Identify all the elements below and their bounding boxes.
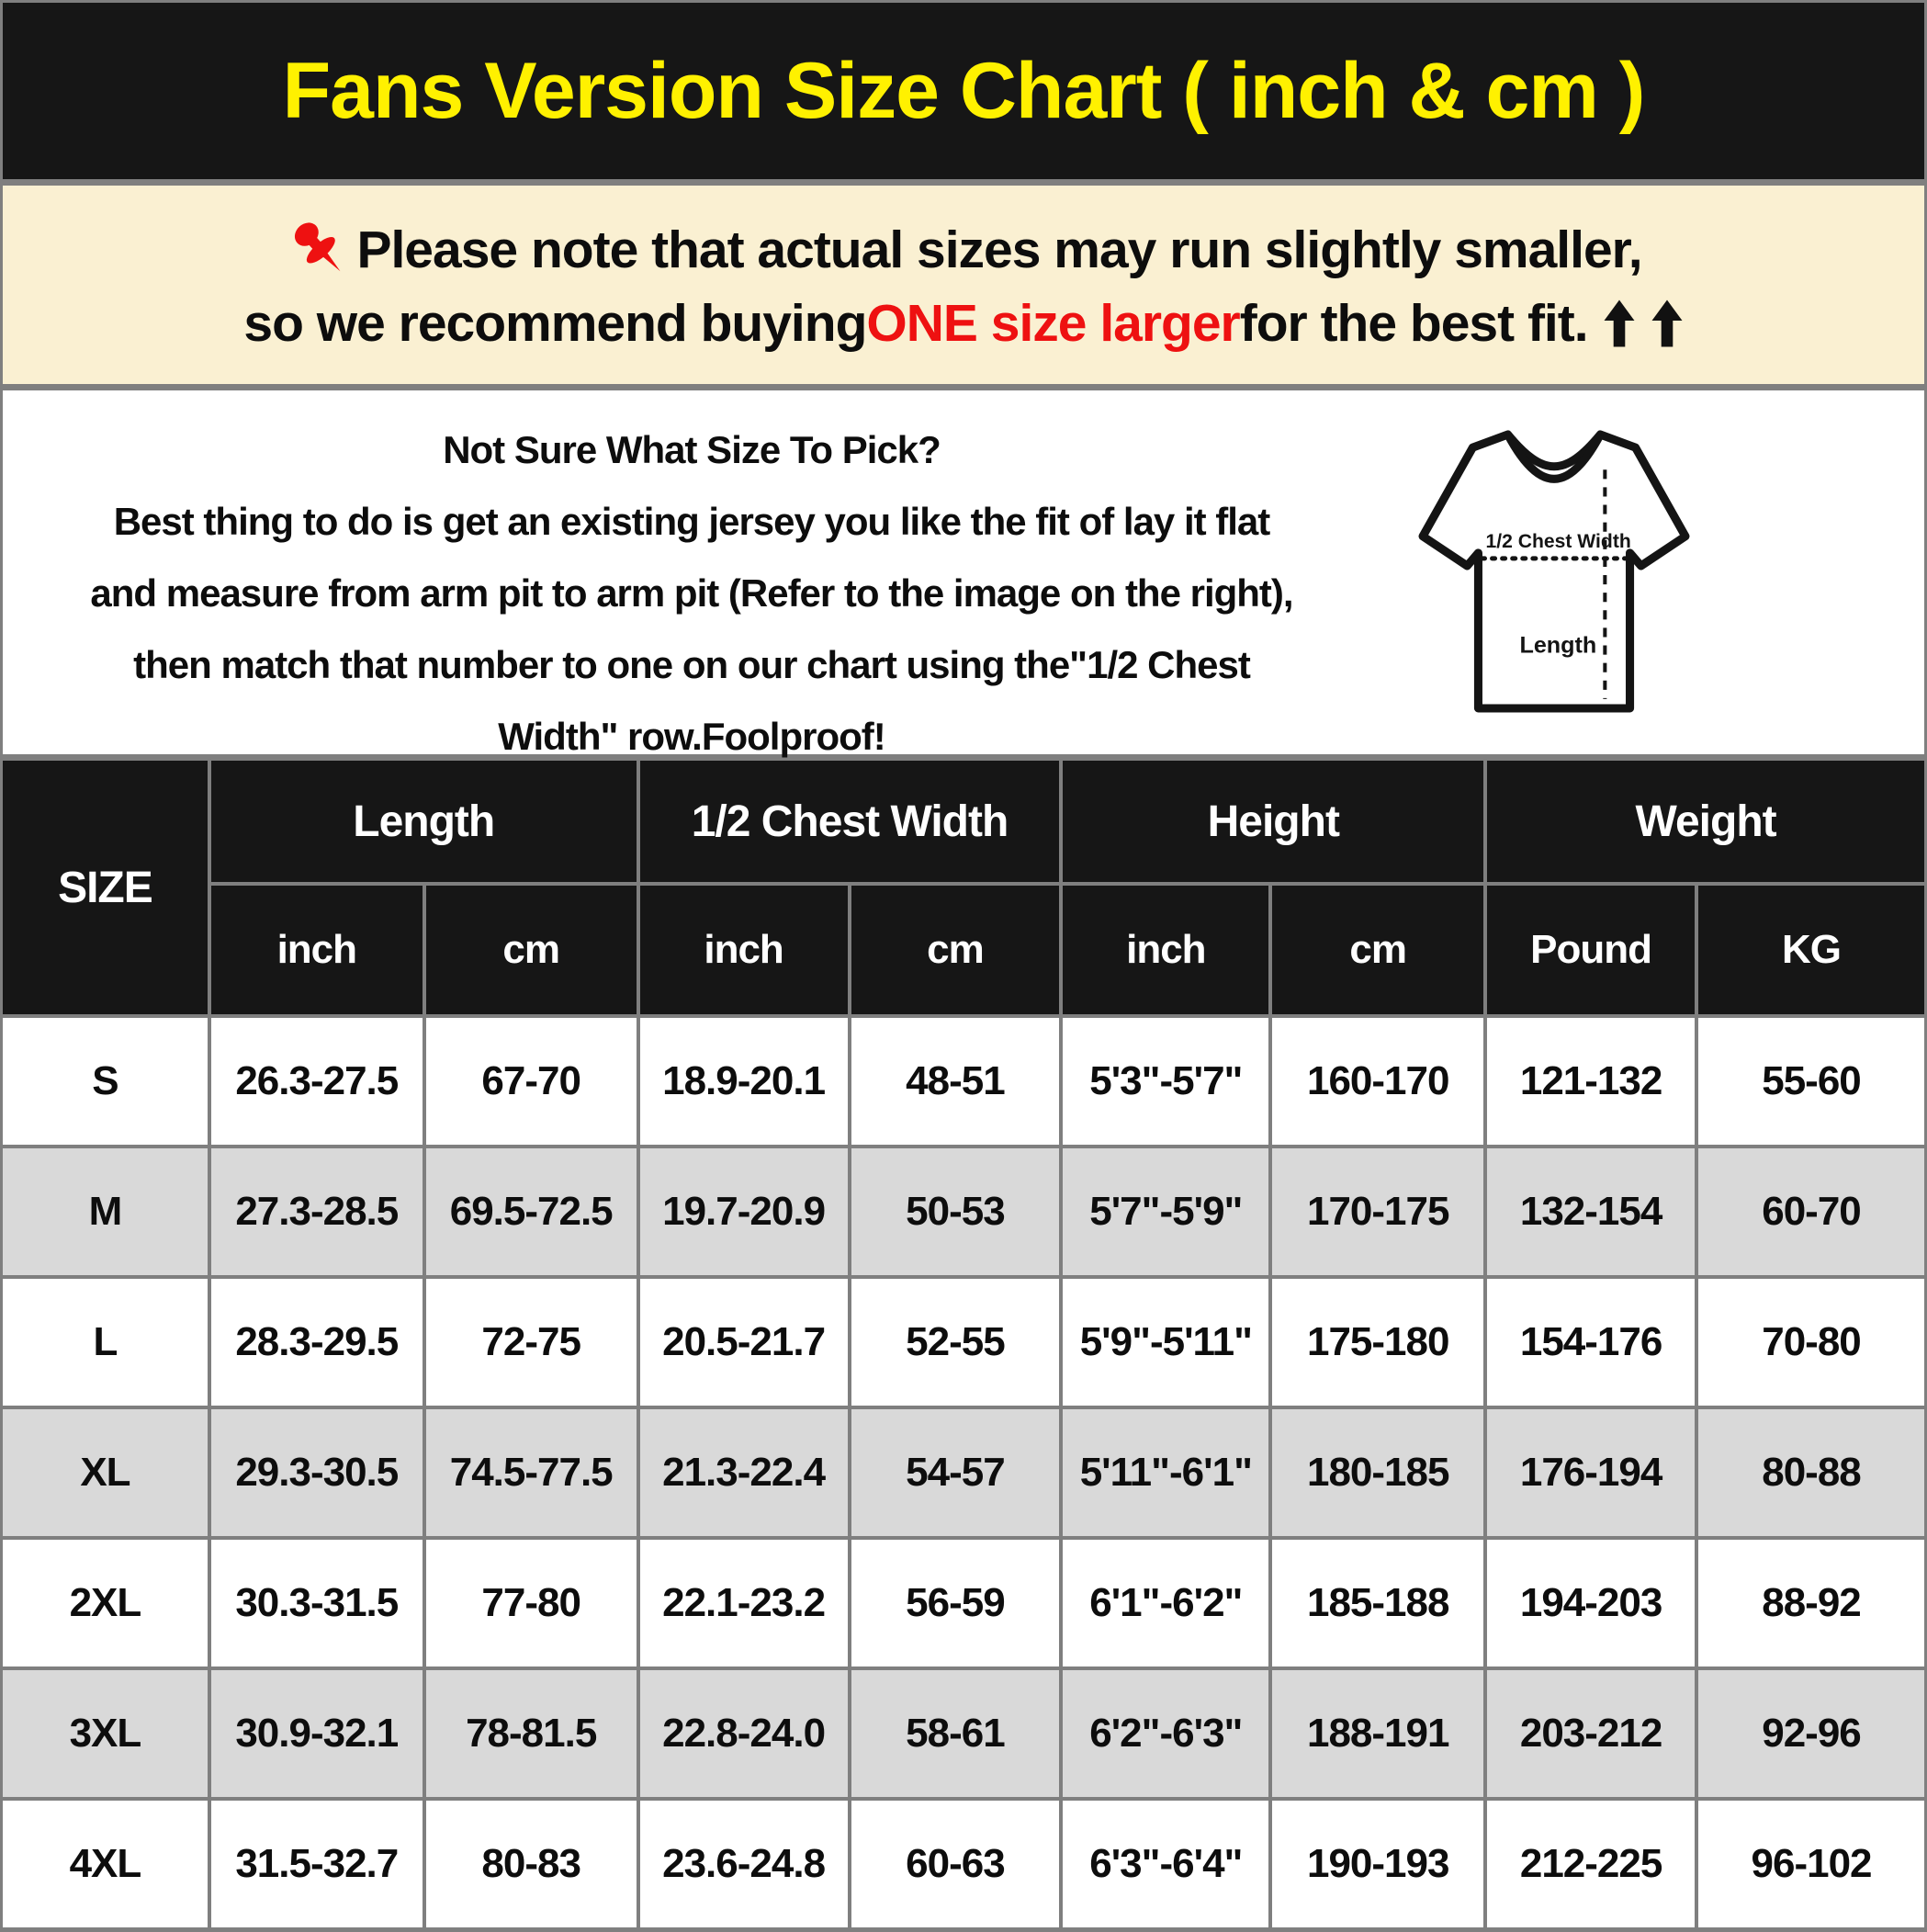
table-cell: 31.5-32.7	[211, 1801, 423, 1927]
table-cell: 52-55	[851, 1279, 1060, 1406]
table-cell: 96-102	[1698, 1801, 1924, 1927]
guide-line: Width" row.Foolproof!	[498, 715, 885, 758]
table-cell: 26.3-27.5	[211, 1018, 423, 1145]
size-cell: 3XL	[3, 1670, 208, 1797]
table-cell: 58-61	[851, 1670, 1060, 1797]
table-cell: 22.1-23.2	[640, 1540, 848, 1666]
table-cell: 29.3-30.5	[211, 1409, 423, 1536]
table-cell: 6'2"-6'3"	[1063, 1670, 1268, 1797]
subheader-weight-kg: KG	[1698, 886, 1924, 1014]
table-cell: 132-154	[1487, 1148, 1695, 1275]
table-cell: 50-53	[851, 1148, 1060, 1275]
table-cell: 54-57	[851, 1409, 1060, 1536]
guide-line: Not Sure What Size To Pick?	[443, 428, 941, 471]
table-cell: 72-75	[426, 1279, 637, 1406]
diagram-length-label: Length	[1519, 632, 1597, 659]
guide-line: then match that number to one on our chart using the"1/2 Chest	[133, 643, 1250, 686]
table-cell: 88-92	[1698, 1540, 1924, 1666]
table-cell: 188-191	[1272, 1670, 1483, 1797]
table-cell: 212-225	[1487, 1801, 1695, 1927]
table-cell: 56-59	[851, 1540, 1060, 1666]
table-cell: 48-51	[851, 1018, 1060, 1145]
subheader-height-cm: cm	[1272, 886, 1483, 1014]
table-cell: 5'9"-5'11"	[1063, 1279, 1268, 1406]
size-cell: 2XL	[3, 1540, 208, 1666]
table-cell: 69.5-72.5	[426, 1148, 637, 1275]
size-cell: XL	[3, 1409, 208, 1536]
table-cell: 30.3-31.5	[211, 1540, 423, 1666]
note-highlight: ONE size larger	[866, 294, 1240, 353]
title-banner	[3, 3, 1924, 179]
column-header-size: SIZE	[3, 761, 208, 1014]
table-cell: 30.9-32.1	[211, 1670, 423, 1797]
table-cell: 6'1"-6'2"	[1063, 1540, 1268, 1666]
table-cell: 74.5-77.5	[426, 1409, 637, 1536]
table-cell: 170-175	[1272, 1148, 1483, 1275]
subheader-length-inch: inch	[211, 886, 423, 1014]
table-cell: 190-193	[1272, 1801, 1483, 1927]
table-cell: 176-194	[1487, 1409, 1695, 1536]
table-cell: 55-60	[1698, 1018, 1924, 1145]
table-cell: 22.8-24.0	[640, 1670, 848, 1797]
guide-line: and measure from arm pit to arm pit (Refer to the image on the right),	[90, 571, 1293, 615]
table-cell: 67-70	[426, 1018, 637, 1145]
size-cell: 4XL	[3, 1801, 208, 1927]
shirt-diagram-area	[1380, 390, 1924, 754]
table-cell: 80-88	[1698, 1409, 1924, 1536]
subheader-height-inch: inch	[1063, 886, 1268, 1014]
table-cell: 5'3"-5'7"	[1063, 1018, 1268, 1145]
table-cell: 28.3-29.5	[211, 1279, 423, 1406]
table-cell: 154-176	[1487, 1279, 1695, 1406]
size-table	[3, 761, 1924, 1927]
table-cell: 92-96	[1698, 1670, 1924, 1797]
table-cell: 160-170	[1272, 1018, 1483, 1145]
page-title: Fans Version Size Chart ( inch & cm )	[282, 46, 1645, 135]
note-text-2b: for the best fit.	[1239, 294, 1588, 353]
note-line-1	[285, 216, 1641, 284]
table-cell: 121-132	[1487, 1018, 1695, 1145]
table-cell: 180-185	[1272, 1409, 1483, 1536]
guide-line: Best thing to do is get an existing jersey you like the fit of lay it flat	[113, 500, 1270, 543]
table-cell: 60-63	[851, 1801, 1060, 1927]
up-arrow-icon	[1651, 297, 1684, 350]
guide-section	[3, 390, 1924, 758]
tshirt-measure-diagram-icon	[1415, 419, 1693, 726]
column-group-height: Height	[1063, 761, 1483, 882]
table-cell: 21.3-22.4	[640, 1409, 848, 1536]
table-cell: 194-203	[1487, 1540, 1695, 1666]
table-cell: 203-212	[1487, 1670, 1695, 1797]
table-cell: 18.9-20.1	[640, 1018, 848, 1145]
column-group-length: Length	[211, 761, 637, 882]
table-cell: 78-81.5	[426, 1670, 637, 1797]
table-cell: 175-180	[1272, 1279, 1483, 1406]
subheader-chest-cm: cm	[851, 886, 1060, 1014]
note-text-1: Please note that actual sizes may run slightly smaller,	[356, 220, 1642, 279]
size-cell: L	[3, 1279, 208, 1406]
column-group-weight: Weight	[1487, 761, 1924, 882]
column-group-chest-width: 1/2 Chest Width	[640, 761, 1060, 882]
table-cell: 5'11"-6'1"	[1063, 1409, 1268, 1536]
table-cell: 27.3-28.5	[211, 1148, 423, 1275]
table-cell: 70-80	[1698, 1279, 1924, 1406]
table-cell: 6'3"-6'4"	[1063, 1801, 1268, 1927]
table-cell: 80-83	[426, 1801, 637, 1927]
size-cell: M	[3, 1148, 208, 1275]
guide-text	[3, 390, 1380, 758]
note-text-2a: so we recommend buying	[243, 294, 867, 353]
table-cell: 23.6-24.8	[640, 1801, 848, 1927]
table-cell: 19.7-20.9	[640, 1148, 848, 1275]
subheader-length-cm: cm	[426, 886, 637, 1014]
up-arrow-icon	[1603, 297, 1636, 350]
table-cell: 77-80	[426, 1540, 637, 1666]
table-cell: 5'7"-5'9"	[1063, 1148, 1268, 1275]
subheader-chest-inch: inch	[640, 886, 848, 1014]
table-cell: 60-70	[1698, 1148, 1924, 1275]
table-cell: 185-188	[1272, 1540, 1483, 1666]
note-line-2	[243, 293, 1683, 354]
diagram-chest-label: 1/2 Chest Width	[1485, 530, 1631, 552]
table-cell: 20.5-21.7	[640, 1279, 848, 1406]
subheader-weight-pound: Pound	[1487, 886, 1695, 1014]
size-cell: S	[3, 1018, 208, 1145]
note-banner	[3, 186, 1924, 384]
pushpin-icon	[285, 216, 353, 284]
